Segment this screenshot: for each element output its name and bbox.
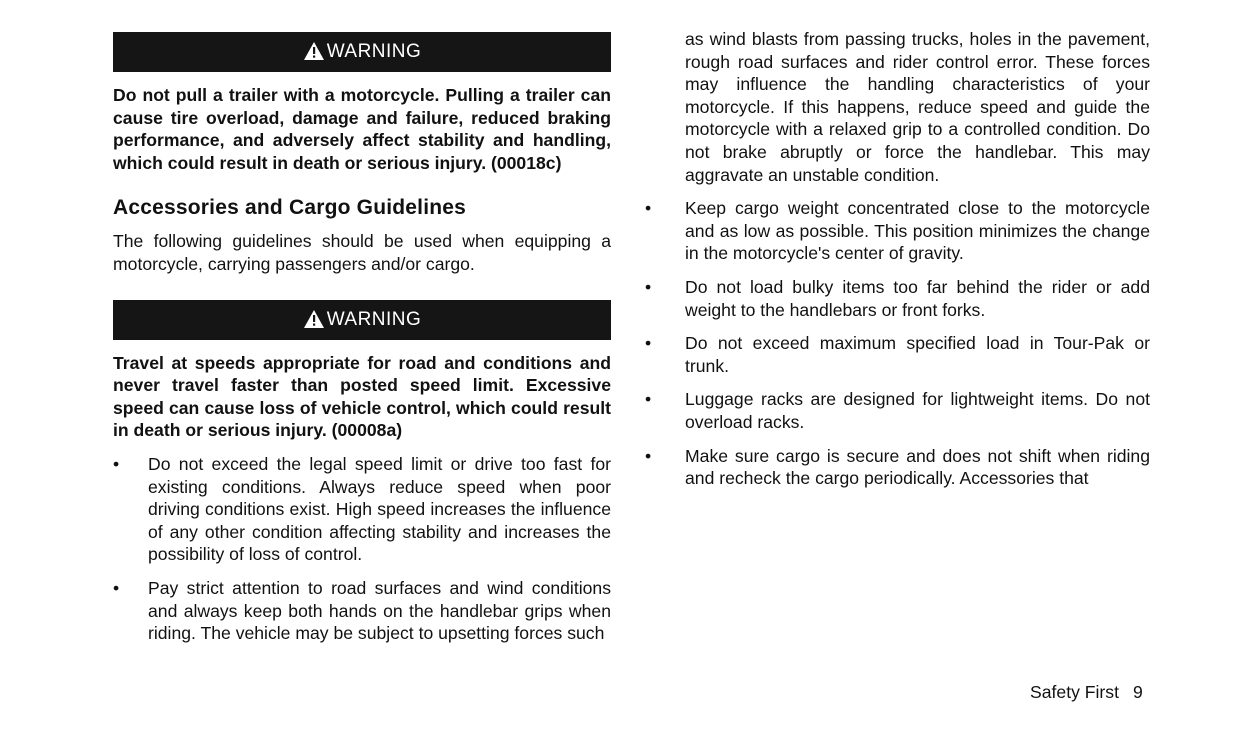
left-column (113, 32, 611, 645)
warning-label: WARNING (326, 41, 422, 62)
bullet-icon: • (645, 389, 652, 410)
bullet-icon: • (645, 198, 652, 219)
list-item: • Keep cargo weight concentrated close to the motorcycle and as low as possible. This position minimizes the change in the motorcycle's center of gravity. (645, 198, 1150, 264)
warning-text: Travel at speeds appropriate for road and conditions and never travel faster than posted speed limit. Excessive speed can cause loss of vehicle control, which could result in death or serious injury. (00008a) (113, 352, 611, 441)
warning-text: Do not pull a trailer with a motorcycle. Pulling a trailer can cause tire overload, damage and failure, reduced braking performance, and adversely affect stability and handling, which could result in death or serious injury. (00018c) (113, 85, 611, 173)
intro-paragraph: The following guidelines should be used when equipping a motorcycle, carrying passengers and/or cargo. (113, 231, 611, 274)
bullet-list (645, 197, 1150, 490)
warning-triangle-icon (303, 41, 325, 61)
bullet-icon: • (113, 453, 120, 474)
list-item: • Do not load bulky items too far behind the rider or add weight to the handlebars or front forks. (645, 276, 1150, 320)
page-number: 9 (1132, 682, 1143, 702)
list-item: • Pay strict attention to road surfaces and wind conditions and always keep both hands on the handlebar grips when riding. The vehicle may be subject to upsetting forces such (113, 577, 611, 644)
section-heading: Accessories and Cargo Guidelines (113, 196, 467, 220)
page-footer (1030, 682, 1143, 703)
list-item: • Do not exceed maximum specified load in Tour-Pak or trunk. (645, 333, 1150, 376)
bullet-icon: • (645, 333, 652, 354)
warning-banner (113, 32, 611, 72)
footer-section-title: Safety First (1030, 682, 1119, 702)
bullet-icon: • (645, 445, 652, 466)
continuation-paragraph: as wind blasts from passing trucks, holes in the pavement, rough road surfaces and rider control error. These forces may influence the handling characteristics of your motorcycle. If this happens, reduce speed and guide the motorcycle with a relaxed grip to a controlled condition. Do not brake abruptly or force the handlebar. This may aggravate an unstable condition. (685, 29, 1150, 185)
bullet-icon: • (113, 577, 120, 598)
list-item: • Do not exceed the legal speed limit or drive too fast for existing conditions. Always reduce speed when poor driving conditions exist. High speed increases the influence of any other condition affecting stability and increases the possibility of loss of control. (113, 453, 611, 565)
list-item: • Make sure cargo is secure and does not shift when riding and recheck the cargo periodically. Accessories that (645, 445, 1150, 489)
right-column (645, 28, 1150, 490)
warning-label: WARNING (326, 308, 422, 330)
list-item: • Luggage racks are designed for lightweight items. Do not overload racks. (645, 389, 1150, 432)
warning-banner (113, 300, 611, 340)
bullet-list (113, 453, 611, 645)
warning-triangle-icon (303, 309, 325, 329)
bullet-icon: • (645, 276, 652, 297)
